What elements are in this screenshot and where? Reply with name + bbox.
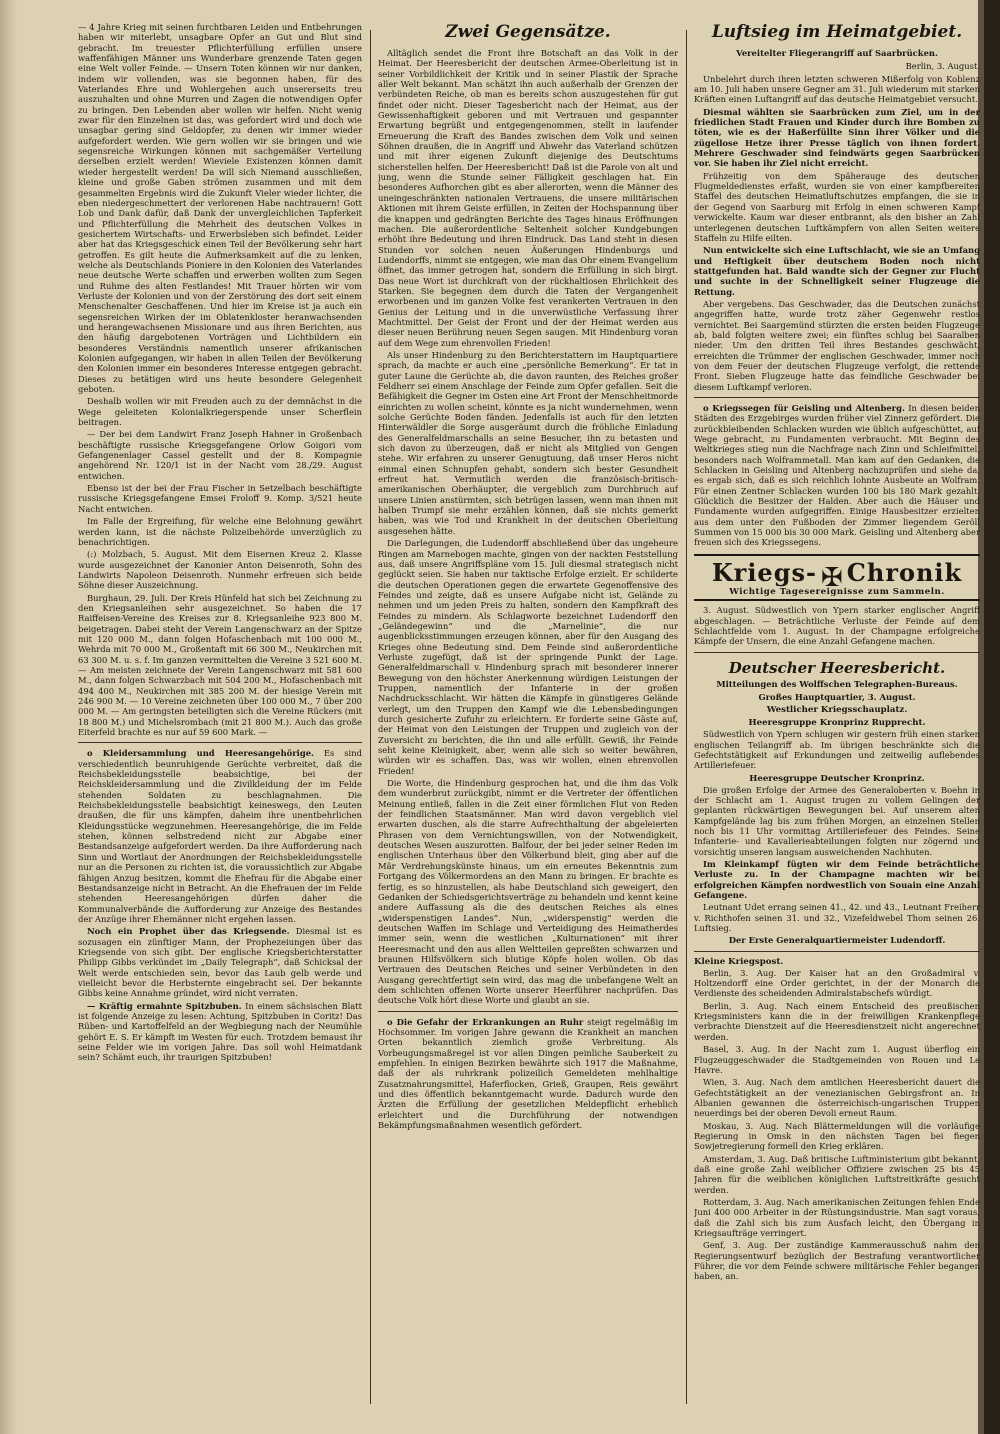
headline-ruhr: o Die Gefahr der Erkrankungen an Ruhr: [387, 1016, 584, 1027]
heeresbericht-source: Mitteilungen des Wolffschen Telegraphen-Bureaus.: [716, 678, 958, 689]
chronik-entry: 3. August. Südwestlich von Ypern starker englischer Angriff abgeschlagen. — Beträchtliche Verluste der Feinde auf dem Schlachtfelde vom 1. August. In der Champagne erfolgreiche Kämpfe der Unsern, die eine Anzahl Gefangene machen.: [694, 605, 980, 647]
kriegspost-item: Wien, 3. Aug. Nach dem amtlichen Heeresbericht dauert die Gefechtstätigkeit an der venezianischen Gebirgsfront an. In Albanien gewannen die österreichisch-ungarischen Truppen neuerdings bei der oberen Devoli erneut Raum.: [694, 1077, 980, 1119]
chronik-title-left: Kriegs-: [711, 557, 817, 587]
signature-ludendorff: Der Erste Generalquartiermeister Ludendorff.: [728, 935, 946, 946]
headline-heeresbericht: Deutscher Heeresbericht.: [728, 658, 946, 677]
iron-cross-icon: ✠: [820, 563, 843, 594]
divider: [694, 652, 980, 653]
headline-kriegssegen: o Kriegssegen für Geisling und Altenberg.: [703, 403, 905, 413]
column-rule: [686, 30, 687, 1404]
divider: [378, 1011, 678, 1012]
section-westlicher-kriegsschauplatz: Westlicher Kriegsschauplatz.: [766, 705, 908, 716]
headline-zwei-gegensaetze: Zwei Gegensätze.: [445, 22, 611, 42]
article-paragraph: Die großen Erfolge der Armee des Generaloberten v. Boehn in der Schlacht am 1. August trugen zu vollem Gelingen der geplanten rückwärtigen Bewegungen bei. Auf unserem alten Kampfgelände lag bis zum frühen Morgen, an einzelnen Stellen noch bis 11 Uhr vormittag Artilleriefeuer des Feindes. Seine Infanterie- und Kavallerieabteilungen folgten nur zögernd und vorsichtig unseren langsam ausweichenden Nachhuten.: [694, 784, 980, 857]
article-paragraph: Im Kleinkampf fügten wir dem Feinde beträchtliche Verluste zu. In der Champagne machten wir bei erfolgreichen Kämpfen nordwestlich von Souain eine Anzahl Gefangene.: [694, 859, 980, 901]
column-rule: [370, 30, 371, 1404]
kriegspost-item: Rotterdam, 3. Aug. Nach amerikanischen Zeitungen fehlen Ende Juni 400 000 Arbeiter in der Rüstungsindustrie. Man sagt voraus, daß die Zahl sich bis zum Ausfach leicht, den Übergang in Kriegsaufträge verringert.: [694, 1196, 980, 1238]
headline-kleidersammlung: o Kleidersammlung und Heeresangehörige.: [87, 748, 314, 759]
kriegs-chronik-banner: [694, 554, 980, 601]
headline-kleine-kriegspost: Kleine Kriegspost.: [694, 956, 784, 967]
heeresbericht-dateline: Großes Hauptquartier, 3. August.: [758, 691, 916, 702]
column-right: [694, 22, 980, 1284]
kriegspost-item: Genf, 3. Aug. Der zuständige Kammerausschuß nahm den Regierungsentwurf bezüglich der Bestrafung verantwortlicher Führer, die vor dem Feinde schwere militärische Fehler begangen haben, an.: [694, 1240, 980, 1282]
kriegspost-item: Moskau, 3. Aug. Nach Blättermeldungen will die vorläufige Regierung in Omsk in den nächsten Tagen bei fiegen Sowjetregierung formell den Krieg erklären.: [694, 1120, 980, 1152]
headline-prophet: Noch ein Prophet über das Kriegsende.: [87, 926, 290, 937]
chronik-subtitle: Wichtige Tagesereignisse zum Sammeln.: [729, 586, 945, 597]
kriegspost-item: Basel, 3. Aug. In der Nacht zum 1. August überflog ein Flugzeuggeschwader die Stadtgemeinden von Rouen und Le Havre.: [694, 1044, 980, 1075]
news-molzbach: (:) Molzbach, 5. August. Mit dem Eisernen Kreuz 2. Klasse wurde ausgezeichnet der Kanonier Anton Deisenroth, Sohn des Landwirts Napoleon Deisenroth. Nunmehr erfreuen sich beide Söhne dieser Auszeichnung.: [78, 549, 362, 591]
article-ruhr: steigt regelmäßig im Hochsommer. Im vorigen Jahre gewann die Krankheit an manchen Orten bekanntlich ziemlich große Verbreitung. Als Vorbeugungsmaßregel ist vor allen Dingen peinliche Sauberkeit zu empfehlen. In einigen Bezirken bewährte sich 1917 die Maßnahme, daß der als ruhrkrank polizeilich Gemeldeten mehlhaltige Zusatznahrungsmittel, Haferflocken, Grieß, Graupen, Reis gewährt und dies öffentlich bekanntgemacht wurde. Dadurch wurde den Ärzten die Erfüllung der gesetzlichen Meldepflicht erheblich erleichtert und die Durchführung der notwendigen Bekämpfungsmaßnahmen wesentlich gefördert.: [378, 1016, 678, 1131]
chronik-title-right: Chronik: [846, 557, 963, 587]
column-left: [78, 22, 362, 1065]
article-colonial-call: Deshalb wollen wir mit Freuden auch zu der demnächst in die Wege geleiteten Kolonialkriegerspende unser Scherflein beitragen.: [78, 396, 362, 428]
kriegspost-item: Berlin, 3. Aug. Der Kaiser hat an den Großadmiral v. Holtzendorff eine Order gerichtet, in der der Monarch die Verdienste des scheidenden Admiralstabschefs würdigt.: [694, 967, 980, 999]
kriegspost-item: Berlin, 3. Aug. Nach einem Entscheid des preußischen Kriegsministers kann die in der freiwilligen Krankenpflege verbrachte Dienstzeit auf die Heeresdienstzeit nicht angerechnet werden.: [694, 1000, 980, 1042]
article-paragraph: Diesmal wählten sie Saarbrücken zum Ziel, um in der friedlichen Stadt Frauen und Kinder durch ihre Bomben zu töten, wie es der Haßerfüllte Sinn ihrer Völker und die zügellose Hetze ihrer Presse täglich von ihnen fordert. Mehrere Geschwader sind feindwärts gegen Saarbrücken vor. Sie haben ihr Ziel nicht erreicht.: [694, 106, 980, 169]
article-paragraph: Leutnant Udet errang seinen 41., 42. und 43., Leutnant Freiherr v. Richthofen seinen 31. und 32., Vizefeldwebel Thom seinen 26. Luftsieg.: [694, 902, 980, 934]
article-paragraph: Die Darlegungen, die Ludendorff abschließend über das ungeheure Ringen am Marnebogen machte, gingen von der nackten Feststellung aus, daß unsere Angriffspläne vom 15. Juli diesmal strategisch nicht geglückt seien. Sie haben nur taktische Erfolge erzielt. Er schilderte die deutschen Operationen gegen die erwartete Gegenoffensive des Feindes und zeigte, daß es unsere Aufgabe nicht ist, Gelände zu nehmen und um jeden Preis zu halten, sondern den Kampfkraft des Feindes zu mindern. Als Schlagworte bezeichnet Ludendorff den „Geländegewinn“ und die „Marnelinie“, die nur augenblicksstimmungen erzeugen können, aber für den Ausgang des Krieges ohne Bedeutung sind. Dem Feinde sind außerordentliche Verluste zugefügt, daß ist der springende Punkt der Lage. Generalfeldmarschall v. Hindenburg sprach mit besonderer innerer Bewegung von den höchster Anerkennung würdigen Leistungen der Truppen, namentlich der Infanterie in der großen Nachdrucksschlacht. Wir hätten die Kämpfe in günstigeres Gelände verlegt, um den Truppen den Kampf wie die Lebensbedingungen durch gesicherte Zufuhr zu erleichtern. Er forderte seine Gäste auf, der Heimat von den Leistungen der Truppen und zugleich von der Zuversicht zu berichten, die ihn und alle erfüllt. Gewiß, ihr Feinde seht keine Kleinigkeit, aber, wenn alle sich so weiter bewähren, würden wir es schaffen. Das, was wir wollen, einen ehrenvollen Frieden!: [378, 538, 678, 776]
headline-luftsieg: Luftsieg im Heimatgebiet.: [711, 22, 963, 42]
divider: [694, 397, 980, 398]
notice-reward: Im Falle der Ergreifung, für welche eine Belohnung gewährt werden kann, ist die nächste Polizeibehörde unverzüglich zu benachrichtigen.: [78, 516, 362, 547]
divider: [78, 742, 362, 743]
article-colonial-intro: — 4 Jahre Krieg mit seinen furchtbaren Leiden und Entbehrungen haben wir miterlebt, unsagbare Opfer an Gut und Blut sind gebracht. Im treuester Pflichterfüllung erfüllen unsere waffenfähigen Männer uns Wunderbare grenzende Taten gegen eine Welt voller Feinde. — Unsern Toten können wir nur danken, indem wir vollenden, was sie begonnen haben, für des Vaterlandes Ehre und Wohlergehen auch unsererseits treu auszuhalten und ohne Murren und Zagen die notwendigen Opfer zu bringen. Den Lebenden aber wollen wir helfen. Nicht wenig zwar für den Einzelnen ist das, was gefordert wird und doch wie unsagbar gering sind Geldopfer, zu denen wir immer wieder aufgefordert werden. Wie gern wollen wir sie bringen und wie segensreiche Wirkungen können mit sachgemäßer Verteilung derselben erzielt werden! Wieviele Existenzen können damit wieder hergestellt werden! Da will sich Niemand ausschließen, kleine und große Gaben strömen zusammen und mit dem gesammelten Ergebnis wird die Zukunft Vieler wieder lichter, die eben niedergeschmettert der verlorenen Habe nachtrauern! Gott Lob und Dank dafür, daß Dank der unvergleichlichen Tapferkeit und Pflichterfüllung die Mehrheit des deutschen Volkes in gesichertem Wirtschafts- und Erwerbsleben sich befindet. Leider aber hat das Kriegsgeschick einen Teil der Bevölkerung sehr hart getroffen. Es gilt heute die Aufmerksamkeit auf die zu lenken, welche als Deutschlands Pioniere in den Kolonien des Vaterlandes neue deutsche Werte schaffen und erwerben wollten zum Segen und Ruhme des alten Festlandes! Mit Trauer hörten wir vom Verluste der Kolonien und von der Zerstörung des dort seit einem Menschenalter Geschaffenen. Und hier im Kreise ist ja auch ein segensreichen Wirken der im Oblatenkloster heranwachsenden und herangewachsenen Missionare und aus ihren Berichten, aus den häufig dargebotenen Vorträgen und Lichtbildern ein besonderes Verständnis namentlich unserer afrikanischen Kolonien aufgegangen, wir haben in allen Teilen der Bevölkerung den Kolonien immer ein besonderes Interesse entgegen gebracht. Dieses zu betätigen wird uns heute besondere Gelegenheit geboten.: [78, 22, 362, 395]
article-paragraph: Aber vergebens. Das Geschwader, das die Deutschen zunächst angegriffen hatte, wurde trotz zäher Gegenwehr restlos vernichtet. Bei Saargemünd stürzten die ersten beiden Flugzeuge ab, bald folgten weitere zwei; ein fünftes schlug bei Saaralben nieder. Um den dritten Teil ihres Bestandes geschwächt, erreichten die Trümmer der englischen Geschwader, immer noch von dem Feuer der deutschen Flugzeuge verfolgt, die rettende Front. Sieben Flugzeuge hatte das feindliche Geschwader bei diesem Luftkampf verloren.: [694, 298, 980, 392]
divider: [694, 951, 980, 952]
page-edge: [984, 0, 1000, 1434]
article-kleidersammlung: Es sind verschiedentlich beunruhigende Gerüchte verbreitet, daß die Reichsbekleidungsstelle beabsichtige, bei der Reichskleidersammlung und die Zivilkleidung der im Felde stehenden Soldaten zu beschlagnahmen. Die Reichsbekleidungsstelle beabsichtigt keineswegs, den Leuten draußen, die für uns kämpfen, daheim ihre unentbehrlichen Kleidungsstücke wegzunehmen. Heeresangehörige, die im Felde stehen, können selbstredend nicht zur Abgabe einer Bestandsanzeige aufgefordert werden. Da ihre Aufforderung nach Sinn und Wortlaut der Anordnungen der Reichsbekleidungsstelle nur an die Personen zu richten ist, die voraussichtlich zur Abgabe fähigen Anzug besitzen, kommt die Ehefrau für die Abgabe einer Bestandsanzeige nicht in Betracht. An die Ehefrauen der im Felde stehenden Heeresangehörigen dürfen daher die Kommunalverbände die Aufforderung zur Anzeige des Bestandes der Anzüge ihrer Ehemänner nicht ergehen lassen.: [78, 748, 362, 924]
article-paragraph: Alltäglich sendet die Front ihre Botschaft an das Volk in der Heimat. Der Heeresbericht der deutschen Armee-Oberleitung ist in seiner Vorbildlichkeit der Kritik und in seiner Plastik der Sprache aller Welt bekannt. Man schätzt ihn auch außerhalb der Grenzen der verbündeten Reiche, ob man es bereits schon auszugestehen für gut findet oder nicht. Dieser Tagesbericht nach der Heimat, aus der Gewissenhaftigkeit geboren und mit Vertrauen und gespannter Erwartung begrüßt und entgegengenommen, stellt in laufender Erneuerung die Kraft des Bandes zwischen dem Volk und seinen Söhnen draußen, die in Angriff und Abwehr das Vaterland schützen und mit ihrer eigenen Zukunft diejenige des Deutschtums sicherstellen helfen. Der Heeresbericht! Daß ist die Parole von alt und jung, wenn die Stunde seiner Fälligkeit geschlagen hat. Ein besonderes Aufhorchen gibt es aber allerorten, wenn die Männer des uneingeschränkten nationalen Vertrauens, die unsere militärischen Aktionen mit ihrem Geiste erfüllen, in Zeiten der Hochspannung über die knappen und gedrängten Berichte des Tages hinaus Eröffnungen machen. Die außerordentliche Seltenheit solcher Kundgebungen erhöht ihre Bedeutung und ihren Eindruck. Das Land steht in diesen Stunden vor solchen neuen Äußerungen Hindenburgs und Ludendorffs, nimmt sie entgegen, wie man das Ohr einem Evangelium öffnet, das immer getrogen hat, sondern die Erfüllung in sich birgt. Das neue Wort ist durchkraft von der rückhaltlosen Ehrlichkeit des Starken. Sie begegnen dem durch die Taten der Vergangenheit erworbenen und im ganzen Volke fest verankerten Vertrauen in den Genius der Leitung und in die unverwüstliche Verfassung ihrer Machtmittel. Der Geist der Front und der der Heimat werden aus dieser neuen Berührung neuen Segen saugen. Mit Hindenburg voran auf dem Wege zum ehrenvollen Frieden!: [378, 48, 678, 348]
article-paragraph: Die Worte, die Hindenburg gesprochen hat, und die ihm das Volk dem wunderbrut zurückgibt, nimmt er die Vertreter der öffentlichen Meinung entließ, fallen in die Zeit einer förmlichen Flut von Reden der feindlichen Staatsmänner. Man wird davon vergeblich viel erwarten duschen, als die starre Aufrechthaltung der abgeleierten Phrasen von dem Vernichtungswillen, von der Notwendigkeit, deutsches Wesen auszurotten. Balfour, der bei jeder seiner Reden im englischen Unterhaus über den Völkerbund bleit, ging aber auf die Mär Verdrehungskünste hinaus, um ein erneutes Bekenntnis zum Fortgang des Völkermordens an den Mann zu bringen. Er brachte es fertig, es so hinzustellen, als habe Deutschland sich geweigert, den Gedanken der Schiedsgerichtsverträge zu behandeln und kennt keine andere Auffassung als die des deutschen Reiches als eines „widerspenstigen Landes“. Nun, „widerspenstig“ werden die deutschen Waffen im Schlage und Verteidigung des Heimatherdes immer sein, wenn die westlichen „Kulturnationen“ mit ihrer Heeresmacht und den aus allen Weltteilen gepreßten schwarzen und braunen Hilfsvölkern sich blutige Köpfe holen wollen. Ob das Vertrauen des Deutschen Reiches und seiner Verbündeten in den Ausgang gerechtfertigt sein wird, das mag die unbefangene Welt an dem schlichten offenen Worte unserer Heerführer nachprüfen. Das deutsche Volk hört diese Worte und glaubt an sie.: [378, 778, 678, 1006]
page-gutter: [0, 0, 18, 1434]
column-middle: [378, 22, 678, 1132]
kriegspost-item: Amsterdam, 3. Aug. Daß britische Luftministerium gibt bekannt, daß eine große Zahl weiblicher Offiziere zwischen 25 bis 45 Jahren für die weiblichen königlichen Luftstreitkräfte gesucht werden.: [694, 1153, 980, 1195]
article-kriegssegen: In diesen beiden Städten des Erzgebirges wurden früher viel Zinnerz gefördert. Die zurückbleibenden Schlacken wurden wie üblich aufgeschüttet, auf Wege gebracht, zu Fundamenten verbraucht. Mit Beginn des Weltkrieges stieg nun die Nachfrage nach Zinn und Schleifmittel, besonders nach Wolframmetall. Man kam auf den Gedanken, die Schlacken in Geisling und Altenberg nachzuprüfen und siehe da, es ergab sich, daß es sich reichlich lohnte Ausbeute an Wolfram. Für einen Zentner Schlacken wurden 100 bis 180 Mark gezahlt. Glücklich die Besitzer der Halden. Aber auch die Häuser und Fundamente wurden aufgegriffen. Einige Hausbesitzer erzielten aus dem unter den Fußboden der Zimmer liegendem Geröll Summen von 15 000 bis 30 000 Mark. Geisling und Altenberg aber freuen sich des Kriegssegens.: [694, 403, 980, 548]
notice-escaped-prisoner-fischer: Ebenso ist der bei der Frau Fischer in Setzelbach beschäftigte russische Kriegsgefangene Emsei Froloff 9. Komp. 3/521 heute Nacht entwichen.: [78, 483, 362, 514]
headline-spitzbuben: — Kräftig ermahnte Spitzbuben.: [87, 1000, 242, 1011]
article-paragraph: Als unser Hindenburg zu den Berichterstattern im Hauptquartiere sprach, da machte er auch eine „persönliche Bemerkung“. Er tat in guter Laune die Gerüchte ab, die davon raunten, des Reiches großer Feldherr sei einem Anschlage der Feinde zum Opfer gefallen. Seit die Befähigkeit die Gegner im Osten eine Art Front der Menschheitmorde einrichten zu wollen scheint, könnte es ja nicht wundernehmen, wenn solche Gerüchte Boden fänden. Jedenfalls ist auch für den letzten Hinterwäldler die Sorge ausgeräumt durch die fröhliche Einladung des Generalfeldmarschalls an seine Besucher, ihn zu betasten und sich davon zu überzeugen, daß er nicht als Mitglied von Gengen stehe. Wir erfahren zu unserer Genugtuung, daß unser Heros nicht einmal einen Schnupfen gehabt, sondern sich bester Gesundheit erfreut hat. Vermutlich werden die französisch-britisch-amerikanischen Oberhäupter, die vergeblich zum Durchbruch auf unsere Linien anstürmten, sich betrügen lassen, wenn man ihnen mit halben Trumpf sie mehr erzählen können, daß sie nichts gemerkt haben, was wie Tod und Krankheit in der deutschen Oberleitung ausgesehen hätte.: [378, 349, 678, 536]
news-burghaun: Burghaun, 29. Juli. Der Kreis Hünfeld hat sich bei Zeichnung zu den Kriegsanleihen sehr ausgezeichnet. So haben die 17 Raiffeisen-Vereine des Kreises zur 8. Kriegsanleihe 923 800 M. beigetragen. Dabei steht der Verein Langenschwarz an der Spitze mit 120 000 M., dann folgen Hofaschenbach mit 100 000 M., Wehrda mit 70 000 M., Großentaft mit 66 300 M., Neukirchen mit 63 300 M. u. s. f. Im ganzen vermittelten die Vereine 3 521 600 M. — Am meisten zeichnete der Verein Langenschwarz mit 581 600 M., dann folgen Schwarzbach mit 504 200 M., Hofaschenbach mit 494 400 M., Neukirchen mit 385 200 M. der hiesige Verein mit 246 900 M. — 10 Vereine zeichneten über 100 000 M., 7 über 200 000 M. — Am geringsten beteiligten sich die Vereine Rückers (mit 18 800 M.) und Michelsrombach (mit 21 800 M.). Auch das große Eiterfeld brachte es nur auf 59 600 Mark. —: [78, 592, 362, 738]
notice-escaped-prisoner-hahner: — Der bei dem Landwirt Franz Joseph Hahner in Großenbach beschäftigte russische Kriegsgefangene Orlow Goigori vom Gefangenenlager Cassel gestellt und der 8. Kompagnie angehörend Nr. 120/1 ist in der Nacht vom 28./29. August entwichen.: [78, 429, 362, 481]
section-deutscher-kronprinz: Heeresgruppe Deutscher Kronprinz.: [749, 773, 925, 784]
subheadline-saarbruecken: Vereitelter Fliegerangriff auf Saarbrücken.: [736, 48, 938, 58]
article-paragraph: Frühzeitig von dem Späherauge des deutschen Flugmeldedienstes erfaßt, wurden sie von einer kampfbereiten Staffel des deutschen Heimatluftschutzes empfangen, die sie in der Gegend von Saarburg mit Erfolg in einen schweren Kampf verwickelte. Kaum war dieser entbrannt, als den bisher an Zahl unterlegenen deutschen Luftkämpfern von allen Seiten weitere Staffeln zu Hilfe eilten.: [694, 170, 980, 243]
section-kronprinz-rupprecht: Heeresgruppe Kronprinz Rupprecht.: [748, 718, 926, 729]
article-paragraph: Südwestlich von Ypern schlugen wir gestern früh einen starken englischen Teilangriff ab. Im übrigen beschränkte sich die Gefechtstätigkeit auf Erkundungen und zeitweilig auflebendes Artilleriefeuer.: [694, 729, 980, 771]
article-prophet: Diesmal ist es sozusagen ein zünftiger Mann, der Prophezeiungen über das Kriegsende von sich gibt. Der englische Kriegsberichterstatter Philipp Gibbs verkündet im „Daily Telegraph“, daß Schicksal der Welt werde entschieden sein, bevor das Laub gelb werde und vielleicht bevor die Herbsternte eingebracht sei. Der bekannte Gibbs keine Annahme gründet, wird nicht verraten.: [78, 926, 362, 999]
article-spitzbuben: In einem sächsischen Blatt ist folgende Anzeige zu lesen: Achtung, Spitzbuben in Coritz! Das Rüben- und Kartoffelfeld an der Wegbiegung nach der Neumühle gehört E. S. Er kämpft im Westen für euch. Trotzdem bemaust ihr seine Felder wie im vorigen Jahre. Das soll wohl Heimatdank sein? Schämt euch, ihr traurigen Spitzbuben!: [78, 1000, 362, 1063]
dateline: Berlin, 3. August.: [905, 61, 980, 72]
article-paragraph: Nun entwickelte sich eine Luftschlacht, wie sie an Umfang und Heftigkeit über deutschem Boden noch nicht stattgefunden hat. Bald wandte sich der Gegner zur Flucht und suchte in der Schnelligkeit seiner Flugzeuge die Rettung.: [694, 245, 980, 297]
article-paragraph: Unbelehrt durch ihren letzten schweren Mißerfolg von Koblenz am 10. Juli haben unsere Gegner am 31. Juli wiederum mit starken Kräften einen Luftangriff auf das deutsche Heimatgebiet versucht.: [694, 73, 980, 105]
